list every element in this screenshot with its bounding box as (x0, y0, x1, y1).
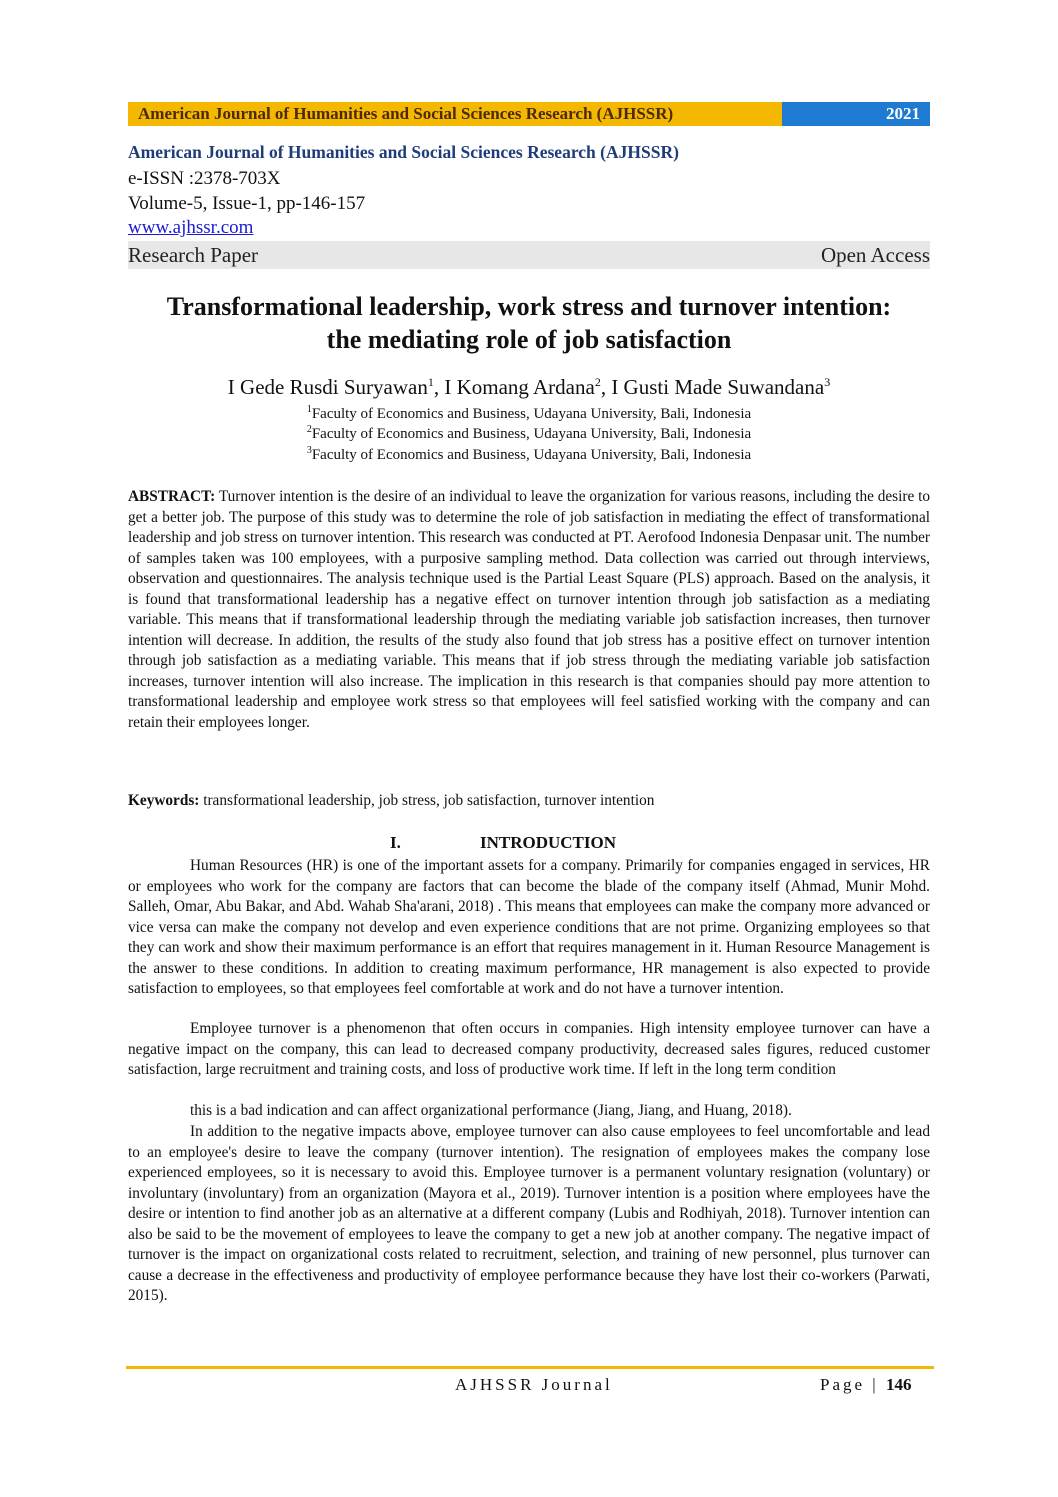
journal-banner (128, 102, 930, 126)
affiliation-sup: 2 (306, 424, 312, 435)
access-type: Open Access (820, 242, 930, 267)
title-line-1: Transformational leadership, work stress and turnover intention: (166, 292, 892, 321)
paper-title (120, 290, 938, 356)
abstract-label: ABSTRACT: (128, 488, 216, 505)
section-number: I. (390, 833, 401, 852)
abstract-text: Turnover intention is the desire of an individual to leave the organization for various reasons, including the desire to get a better job. The purpose of this study was to determine the role of job satisfaction in mediating the effect of transformational leadership and job stress on turnover intention. This research was conducted at PT. Aerofood Indonesia Denpasar unit. The number of samples taken was 100 employees, with a purposive sampling method. Data collection was carried out through interviews, observation and questionnaires. The analysis technique used is the Partial Least Square (PLS) approach. Based on the analysis, it is found that transformational leadership has a negative effect on turnover intention through job satisfaction as a mediating variable. This means that if transformational leadership through the mediating variable job satisfaction increases, then turnover intention will decrease. In addition, the results of the study also found that job stress has a positive effect on turnover intention through job satisfaction as a mediating variable. This means that if job stress through the mediating variable job satisfaction increases, turnover intention will also increase. The implication in this research is that companies should pay more attention to transformational leadership and employee work stress so that employees will feel satisfied working with the company and can retain their employees longer. (128, 488, 930, 731)
affiliation-sup: 3 (306, 445, 312, 456)
banner-title: American Journal of Humanities and Social Sciences Research (AJHSSR) (128, 102, 782, 126)
website-link[interactable]: www.ajhssr.com (128, 217, 254, 238)
paper-type: Research Paper (128, 242, 259, 267)
affiliation-3 (128, 445, 930, 464)
page-number: 146 (885, 1375, 912, 1394)
author-name: I Gede Rusdi Suryawan (227, 375, 428, 399)
journal-name: American Journal of Humanities and Social Sciences Research (AJHSSR) (128, 142, 679, 162)
issn: e-ISSN :2378-703X (128, 168, 281, 189)
footer-journal: AJHSSR Journal (455, 1375, 613, 1394)
footer-page (820, 1375, 911, 1395)
title-line-2: the mediating role of job satisfaction (326, 325, 732, 354)
paper-type-bar (128, 241, 930, 269)
keywords-text: transformational leadership, job stress, job satisfaction, turnover intention (199, 792, 655, 809)
body-paragraph: this is a bad indication and can affect organizational performance (Jiang, Jiang, and Huang, 2018). (190, 1102, 792, 1119)
author-name: , I Gusti Made Suwandana (600, 375, 825, 399)
body-paragraph: Human Resources (HR) is one of the important assets for a company. Primarily for companies engaged in services, HR or employees who work for the company are factors that can become the blade of the company itself (Ahmad, Munir Mohd. Salleh, Omar, Abu Bakar, and Abd. Wahab Sha'arani, 2018) . This means that employees can make the company more advanced or vice versa can make the company not develop and even experience conditions that are not prime. Organizing employees so that they can work and show their maximum performance is an effort that requires management in it. Human Resource Management is the answer to these conditions. In addition to creating maximum performance, HR management is also expected to provide satisfaction to employees, so that employees feel comfortable at work and do not have a turnover intention. (128, 857, 930, 997)
author-list (128, 375, 930, 400)
section-title: INTRODUCTION (480, 833, 617, 852)
affiliation-text: Faculty of Economics and Business, Udayana University, Bali, Indonesia (311, 447, 752, 463)
author-sup: 2 (594, 375, 601, 389)
body-paragraph: In addition to the negative impacts above, employee turnover can also cause employees to feel uncomfortable and lead to an employee's desire to leave the company (turnover intention). The resignation of employees makes the company lose experienced employees, so it is necessary to avoid this. Employee turnover is a permanent voluntary resignation (voluntary) or involuntary (involuntary) from an organization (Mayora et al., 2019). Turnover intention is a position where employees have the desire or intention to find another job as an alternative at a different company (Lubis and Rodhiyah, 2018). Turnover intention can also be said to be the movement of employees to leave the company to get a new job at another company. The negative impact of turnover is the impact on organizational costs related to recruitment, selection, and training of new personnel, plus turnover can cause a decrease in the effectiveness and productivity of employee performance because they have lost their co-workers (Parwati, 2015). (128, 1123, 930, 1304)
keywords-label: Keywords: (128, 792, 200, 809)
abstract (128, 487, 930, 733)
banner-year: 2021 (782, 102, 930, 126)
body-paragraph: Employee turnover is a phenomenon that often occurs in companies. High intensity employee turnover can have a negative impact on the company, this can lead to decreased company productivity, decreased sales figures, reduced customer satisfaction, large recruitment and training costs, and loss of productive work time. If left in the long term condition (128, 1020, 930, 1078)
keywords (128, 792, 930, 810)
volume-issue: Volume-5, Issue-1, pp-146-157 (128, 193, 366, 214)
page-label: Page | (820, 1375, 886, 1394)
affiliation-sup: 1 (306, 404, 312, 415)
footer-rule (126, 1366, 934, 1369)
author-sup: 3 (824, 375, 831, 389)
affiliation-2 (128, 424, 930, 443)
affiliation-1 (128, 404, 930, 423)
affiliation-text: Faculty of Economics and Business, Udayana University, Bali, Indonesia (311, 406, 752, 422)
author-name: , I Komang Ardana (433, 375, 595, 399)
affiliation-text: Faculty of Economics and Business, Udayana University, Bali, Indonesia (311, 426, 752, 442)
author-sup: 1 (427, 375, 434, 389)
